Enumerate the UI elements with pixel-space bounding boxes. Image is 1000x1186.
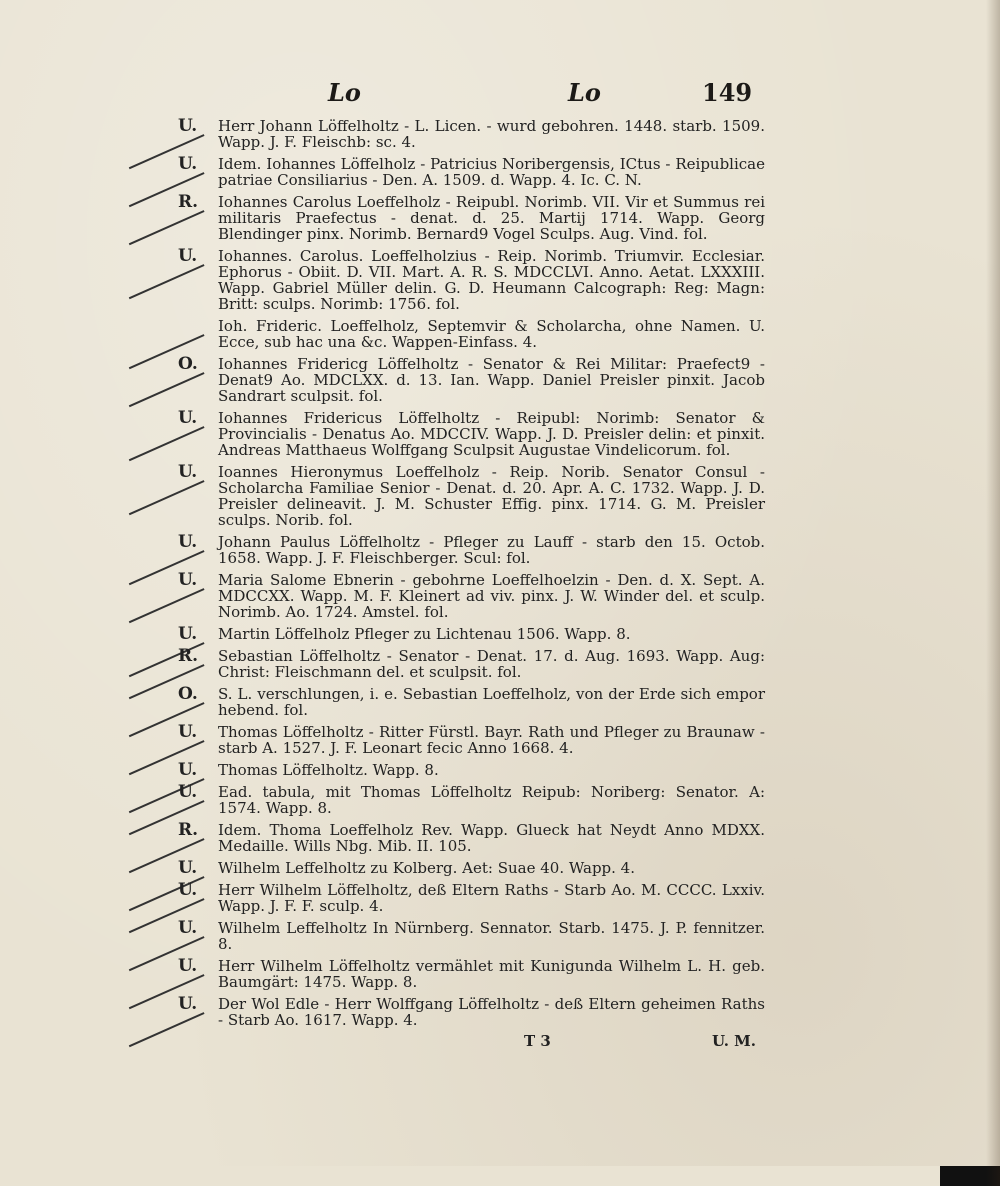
entry-text: Maria Salome Ebnerin - gebohrne Loeffelhoelzin - Den. d. X. Sept. A. MDCCXX. Wapp. M. F. Kleinert ad viv. pinx. J. W. Winder del. et sculp. Norimb. Ao. 1724. Amstel. fol.: [218, 571, 765, 621]
catalog-entry: [178, 994, 765, 1029]
catalog-entry: [178, 956, 765, 991]
catalog-entry: [178, 820, 765, 855]
catalog-entry: [178, 782, 765, 817]
catalog-entry: [178, 858, 765, 878]
entry-mark: O.: [178, 684, 198, 704]
pencil-tick-mark: [129, 588, 205, 623]
entry-mark: U.: [178, 782, 198, 802]
header-center-guide-word: Lo: [568, 78, 601, 107]
catalog-entry: [178, 116, 765, 151]
entry-text: Johann Paulus Löffelholtz - Pfleger zu Lauff - starb den 15. Octob. 1658. Wapp. J. F. Fleischberger. Scul: fol.: [218, 533, 765, 567]
entry-text: Ead. tabula, mit Thomas Löffelholtz Reipub: Noriberg: Senator. A: 1574. Wapp. 8.: [218, 783, 765, 817]
entry-mark: U.: [178, 760, 198, 780]
pencil-tick-mark: [129, 264, 205, 299]
catalog-entry: [178, 246, 765, 313]
page-number: 149: [702, 78, 753, 107]
catalog-entries: [178, 116, 765, 1034]
entry-mark: U.: [178, 532, 198, 552]
entry-text: Herr Johann Löffelholtz - L. Licen. - wurd gebohren. 1448. starb. 1509. Wapp. J. F. Fleischb: sc. 4.: [218, 117, 765, 151]
catalog-entry: [178, 918, 765, 953]
entry-mark: U.: [178, 956, 198, 976]
entry-mark: U.: [178, 116, 198, 136]
catalog-entry: [178, 646, 765, 681]
entry-mark: U.: [178, 880, 198, 900]
entry-text: Sebastian Löffelholtz - Senator - Denat. 17. d. Aug. 1693. Wapp. Aug: Christ: Fleischmann del. et sculpsit. fol.: [218, 647, 765, 681]
entry-mark: R.: [178, 646, 199, 666]
catalog-entry: [178, 880, 765, 915]
entry-text: Wilhelm Leffelholtz In Nürnberg. Sennator. Starb. 1475. J. P. fennitzer. 8.: [218, 919, 765, 953]
pencil-tick-mark: [129, 1012, 205, 1047]
catalog-entry: [178, 354, 765, 405]
catalog-entry: [178, 760, 765, 780]
page-header: [0, 78, 1000, 118]
entry-text: Idem. Iohannes Löffelholz - Patricius Noribergensis, ICtus - Reipublicae patriae Consiliarius - Den. A. 1509. d. Wapp. 4. Ic. C. N.: [218, 155, 765, 189]
entry-text: Iohannes. Carolus. Loeffelholzius - Reip. Norimb. Triumvir. Ecclesiar. Ephorus - Obiit. D. VII. Mart. A. R. S. MDCCLVI. Anno. Aetat. LXXXIII. Wapp. Gabriel Müller delin. G. D. Heumann Calcograph: Reg: Magn: Britt: sculps. Norimb: 1756. fol.: [218, 247, 765, 313]
entry-mark: R.: [178, 820, 199, 840]
entry-text: S. L. verschlungen, i. e. Sebastian Loeffelholz, von der Erde sich empor hebend. fol.: [218, 685, 765, 719]
entry-text: Thomas Löffelholtz - Ritter Fürstl. Bayr. Rath und Pfleger zu Braunaw - starb A. 1527. J. F. Leonart fecic Anno 1668. 4.: [218, 723, 765, 757]
entry-text: Thomas Löffelholtz. Wapp. 8.: [218, 761, 439, 779]
entry-mark: R.: [178, 192, 199, 212]
catalog-entry: [178, 408, 765, 459]
header-left-guide-word: Lo: [328, 78, 361, 107]
catalog-entry: [178, 154, 765, 189]
entry-text: Iohannes Fridericus Löffelholtz - Reipubl: Norimb: Senator & Provincialis - Denatus Ao. MDCCIV. Wapp. J. D. Preisler delin: et pinxit. Andreas Matthaeus Wolffgang Sculpsit Augustae Vindelicorum. fol.: [218, 409, 765, 459]
catalog-entry: [178, 570, 765, 621]
entry-mark: U.: [178, 408, 198, 428]
entry-text: Wilhelm Leffelholtz zu Kolberg. Aet: Suae 40. Wapp. 4.: [218, 859, 635, 877]
catalog-entry: [178, 684, 765, 719]
entry-mark: U.: [178, 154, 198, 174]
catalog-entry: [178, 192, 765, 243]
entry-mark: U.: [178, 994, 198, 1014]
entry-mark: U.: [178, 722, 198, 742]
catchword: U. M.: [712, 1032, 756, 1050]
entry-mark: O.: [178, 354, 198, 374]
entry-mark: U.: [178, 462, 198, 482]
entry-text: Iohannes Fridericg Löffelholtz - Senator & Rei Militar: Praefect9 - Denat9 Ao. MDCLXX. d. 13. Ian. Wapp. Daniel Preisler pinxit. Jacob Sandrart sculpsit. fol.: [218, 355, 765, 405]
entry-mark: U.: [178, 918, 198, 938]
pencil-tick-mark: [129, 210, 205, 245]
entry-text: Der Wol Edle - Herr Wolffgang Löffelholtz - deß Eltern geheimen Raths - Starb Ao. 1617. Wapp. 4.: [218, 995, 765, 1029]
entry-text: Martin Löffelholz Pfleger zu Lichtenau 1506. Wapp. 8.: [218, 625, 631, 643]
catalog-entry: [178, 532, 765, 567]
entry-mark: U.: [178, 570, 198, 590]
entry-text: Ioannes Hieronymus Loeffelholz - Reip. Norib. Senator Consul - Scholarcha Familiae Senior - Denat. d. 20. Apr. A. C. 1732. Wapp. J. D. Preisler delineavit. J. M. Schuster Effig. pinx. 1714. G. M. Preisler sculps. Norib. fol.: [218, 463, 765, 529]
pencil-tick-mark: [129, 426, 205, 461]
entry-text: Ioh. Frideric. Loeffelholz, Septemvir & Scholarcha, ohne Namen. U. Ecce, sub hac una &c. Wappen-Einfass. 4.: [218, 317, 765, 351]
catalog-entry: [178, 722, 765, 757]
entry-text: Herr Wilhelm Löffelholtz vermählet mit Kunigunda Wilhelm L. H. geb. Baumgärt: 1475. Wapp. 8.: [218, 957, 765, 991]
signature-mark: T 3: [524, 1032, 551, 1050]
pencil-tick-mark: [129, 372, 205, 407]
scan-edge: [0, 1166, 1000, 1186]
entry-text: Herr Wilhelm Löffelholtz, deß Eltern Raths - Starb Ao. M. CCCC. Lxxiv. Wapp. J. F. F. sculp. 4.: [218, 881, 765, 915]
entry-mark: U.: [178, 624, 198, 644]
catalog-entry: [178, 462, 765, 529]
catalog-entry: [200, 318, 765, 350]
entry-text: Idem. Thoma Loeffelholz Rev. Wapp. Glueck hat Neydt Anno MDXX. Medaille. Wills Nbg. Mib. II. 105.: [218, 821, 765, 855]
entry-text: Iohannes Carolus Loeffelholz - Reipubl. Norimb. VII. Vir et Summus rei militaris Praefectus - denat. d. 25. Martij 1714. Wapp. Georg Blendinger pinx. Norimb. Bernard9 Vogel Sculps. Aug. Vind. fol.: [218, 193, 765, 243]
catalog-entry: [178, 624, 765, 644]
entry-mark: U.: [178, 246, 198, 266]
pencil-tick-mark: [129, 480, 205, 515]
entry-mark: U.: [178, 858, 198, 878]
